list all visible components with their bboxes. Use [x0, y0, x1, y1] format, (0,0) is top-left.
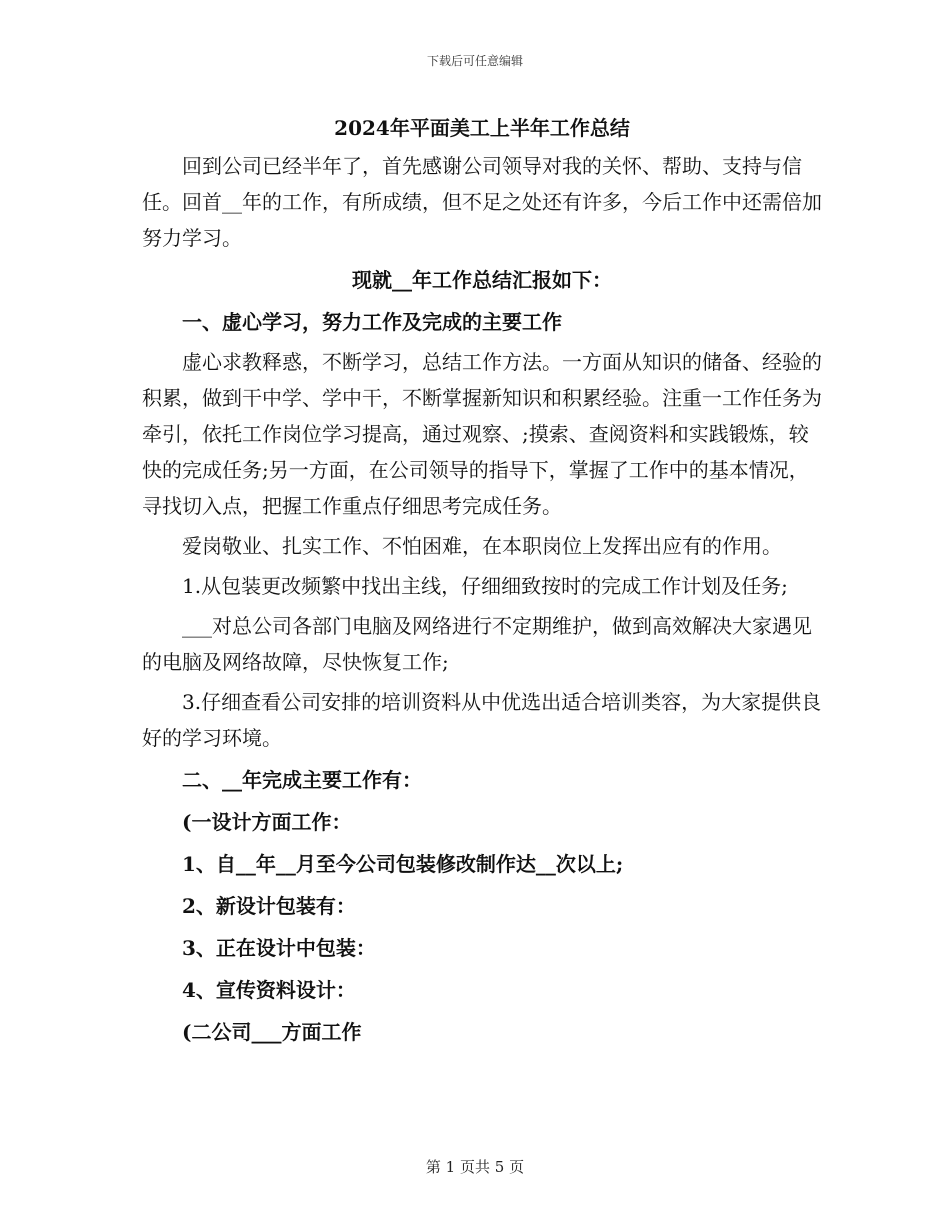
- design-item-2: 2、新设计包装有：: [182, 894, 356, 918]
- design-item-1: 1、自__年__月至今公司包装修改制作达__次以上;: [182, 852, 624, 876]
- section1-paragraph-1: 虚心求教释惑，不断学习，总结工作方法。一方面从知识的储备、经验的积累，做到干中学、学中干，不断掌握新知识和积累经验。注重一工作任务为牵引，依托工作岗位学习提高，通过观察、;摸索、查阅资料和实践锻炼，较快的完成任务;另一方面，在公司领导的指导下，掌握了工作中的基本情况，寻找切入点，把握工作重点仔细思考完成任务。: [142, 350, 822, 518]
- design-item-3: 3、正在设计中包装：: [182, 936, 376, 960]
- section1-paragraph-2: 爱岗敬业、扎实工作、不怕困难，在本职岗位上发挥出应有的作用。: [182, 534, 782, 558]
- subsection2-heading: (二公司___方面工作: [182, 1020, 362, 1044]
- section1-heading: 一、虚心学习，努力工作及完成的主要工作: [182, 310, 562, 334]
- intro-paragraph: 回到公司已经半年了，首先感谢公司领导对我的关怀、帮助、支持与信任。回首__年的工作，有所成绩，但不足之处还有许多，今后工作中还需倍加努力学习。: [142, 154, 822, 250]
- section1-list-item-2: ___对总公司各部门电脑及网络进行不定期维护，做到高效解决大家遇见的电脑及网络故障，尽快恢复工作;: [142, 614, 812, 674]
- subsection1-heading: (一设计方面工作：: [182, 810, 352, 834]
- section1-list-item-1: 1.从包装更改频繁中找出主线，仔细细致按时的完成工作计划及任务;: [182, 574, 788, 598]
- section1-list-item-3: 3.仔细查看公司安排的培训资料从中优选出适合培训类容，为大家提供良好的学习环境。: [142, 690, 822, 750]
- page-footer: 第 1 页共 5 页: [425, 1158, 525, 1176]
- report-heading: 现就__年工作总结汇报如下：: [352, 268, 612, 292]
- page-header: 下载后可任意编辑: [426, 54, 523, 68]
- document-body: [142, 110, 822, 1056]
- section2-heading: 二、__年完成主要工作有：: [182, 768, 422, 792]
- document-title: 2024年平面美工上半年工作总结: [334, 116, 630, 140]
- design-item-4: 4、宣传资料设计：: [182, 978, 356, 1002]
